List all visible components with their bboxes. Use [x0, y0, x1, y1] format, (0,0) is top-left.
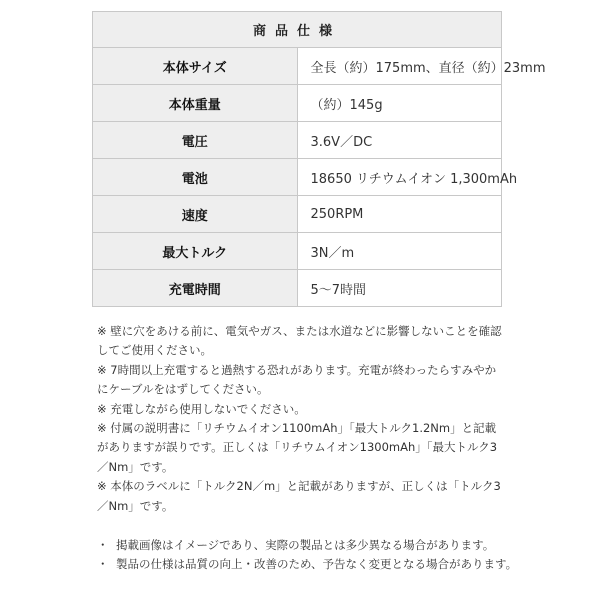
spec-row: [93, 233, 502, 270]
spec-value: 5〜7時間: [297, 270, 502, 307]
disclaimer-item: [97, 555, 518, 574]
caution-note: ※ 本体のラベルに「トルク2N／m」と記載がありますが、正しくは「トルク3／Nm」です。: [97, 479, 501, 513]
disclaimer-list: [97, 536, 518, 575]
caution-note: ※ 充電しながら使用しないでください。: [97, 401, 306, 416]
spec-header-row: [93, 12, 502, 48]
spec-row: [93, 122, 502, 159]
spec-value: 3N／m: [297, 233, 502, 270]
spec-table: [92, 11, 546, 307]
spec-label: 充電時間: [93, 270, 298, 307]
spec-value: 全長（約）175mm、直径（約）23mm: [297, 48, 502, 85]
spec-label: 電圧: [93, 122, 298, 159]
spec-label: 本体サイズ: [93, 48, 298, 85]
spec-label: 速度: [93, 196, 298, 233]
spec-row: [93, 159, 502, 196]
disclaimer-text: 掲載画像はイメージであり、実際の製品とは多少異なる場合があります。: [116, 538, 495, 552]
disclaimer-item: [97, 536, 507, 555]
caution-note: ※ 壁に穴をあける前に、電気やガス、または水道などに影響しないことを確認してご使用ください。: [97, 324, 502, 358]
caution-note: ※ 付属の説明書に「リチウムイオン1100mAh」「最大トルク1.2Nm」と記載がありますが誤りです。正しくは「リチウムイオン1300mAh」「最大トルク3／Nm」です。: [97, 421, 498, 474]
caution-note: ※ 7時間以上充電すると過熱する恐れがあります。充電が終わったらすみやかにケーブルをはずしてください。: [97, 362, 497, 397]
spec-value: （約）145g: [297, 85, 502, 122]
bullet-mark: ・: [97, 538, 109, 552]
spec-row: [93, 48, 502, 85]
spec-title: 商品仕様: [93, 12, 502, 48]
spec-row: [93, 270, 502, 307]
spec-value: 3.6V／DC: [297, 122, 502, 159]
bullet-mark: ・: [97, 557, 109, 572]
spec-label: 本体重量: [93, 85, 298, 122]
spec-value: 250RPM: [297, 196, 502, 233]
caution-notes: [97, 322, 507, 516]
spec-label: 最大トルク: [93, 233, 298, 270]
spec-row: [93, 85, 502, 122]
disclaimer-text: 製品の仕様は品質の向上・改善のため、予告なく変更となる場合があります。: [116, 557, 518, 572]
spec-row: [93, 196, 502, 233]
spec-value: 18650 リチウムイオン 1,300mAh: [297, 159, 502, 196]
spec-label: 電池: [93, 159, 298, 196]
